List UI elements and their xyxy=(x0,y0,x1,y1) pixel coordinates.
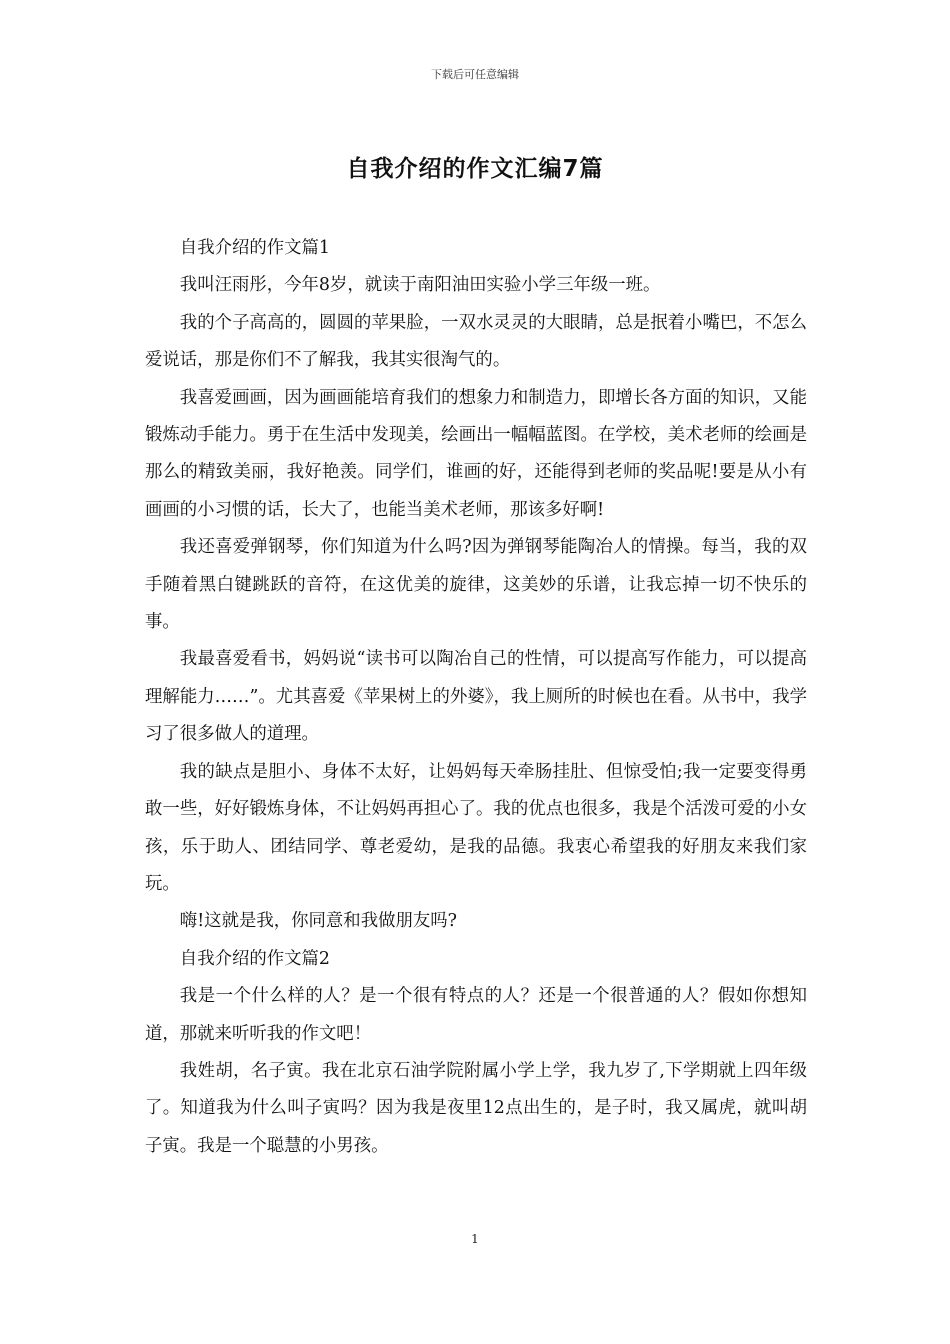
paragraph: 嗨!这就是我，你同意和我做朋友吗? xyxy=(179,911,457,932)
section-heading-1: 自我介绍的作文篇1 xyxy=(179,238,330,258)
paragraph: 我喜爱画画，因为画画能培育我们的想象力和制造力，即增长各方面的知识，又能锻炼动手能力。勇于在生活中发现美，绘画出一幅幅蓝图。在学校，美术老师的绘画是那么的精致美丽，我好艳羡。同学们，谁画的好，还能得到老师的奖品呢!要是从小有画画的小习惯的话，长大了，也能当美术老师，那该多好啊! xyxy=(145,387,807,520)
document-title: 自我介绍的作文汇编7篇 xyxy=(346,156,604,182)
paragraph: 我最喜爱看书，妈妈说“读书可以陶冶自己的性情，可以提高写作能力，可以提高理解能力……”。尤其喜爱《苹果树上的外婆》，我上厕所的时候也在看。从书中，我学习了很多做人的道理。 xyxy=(145,649,807,745)
paragraph: 我叫汪雨彤，今年8岁，就读于南阳油田实验小学三年级一班。 xyxy=(179,275,661,296)
paragraph: 我还喜爱弹钢琴，你们知道为什么吗?因为弹钢琴能陶冶人的情操。每当，我的双手随着黑白键跳跃的音符，在这优美的旋律，这美妙的乐谱，让我忘掉一切不快乐的事。 xyxy=(145,537,807,633)
paragraph: 我的缺点是胆小、身体不太好，让妈妈每天牵肠挂肚、但惊受怕;我一定要变得勇敢一些，好好锻炼身体，不让妈妈再担心了。我的优点也很多，我是个活泼可爱的小女孩，乐于助人、团结同学、尊老爱幼，是我的品德。我衷心希望我的好朋友来我们家玩。 xyxy=(145,761,807,894)
paragraph: 我姓胡，名子寅。我在北京石油学院附属小学上学，我九岁了,下学期就上四年级了。知道我为什么叫子寅吗？因为我是夜里12点出生的，是子时，我又属虎，就叫胡子寅。我是一个聪慧的小男孩。 xyxy=(145,1060,807,1156)
page-number: 1 xyxy=(471,1232,479,1246)
document-body xyxy=(145,230,807,1165)
section-heading-2: 自我介绍的作文篇2 xyxy=(179,948,330,969)
header-note: 下载后可任意编辑 xyxy=(431,68,519,81)
paragraph: 我的个子高高的，圆圆的苹果脸，一双水灵灵的大眼睛，总是抿着小嘴巴，不怎么爱说话，那是你们不了解我，我其实很淘气的。 xyxy=(145,312,807,371)
paragraph: 我是一个什么样的人？是一个很有特点的人？还是一个很普通的人？假如你想知道，那就来听听我的作文吧！ xyxy=(145,986,807,1044)
